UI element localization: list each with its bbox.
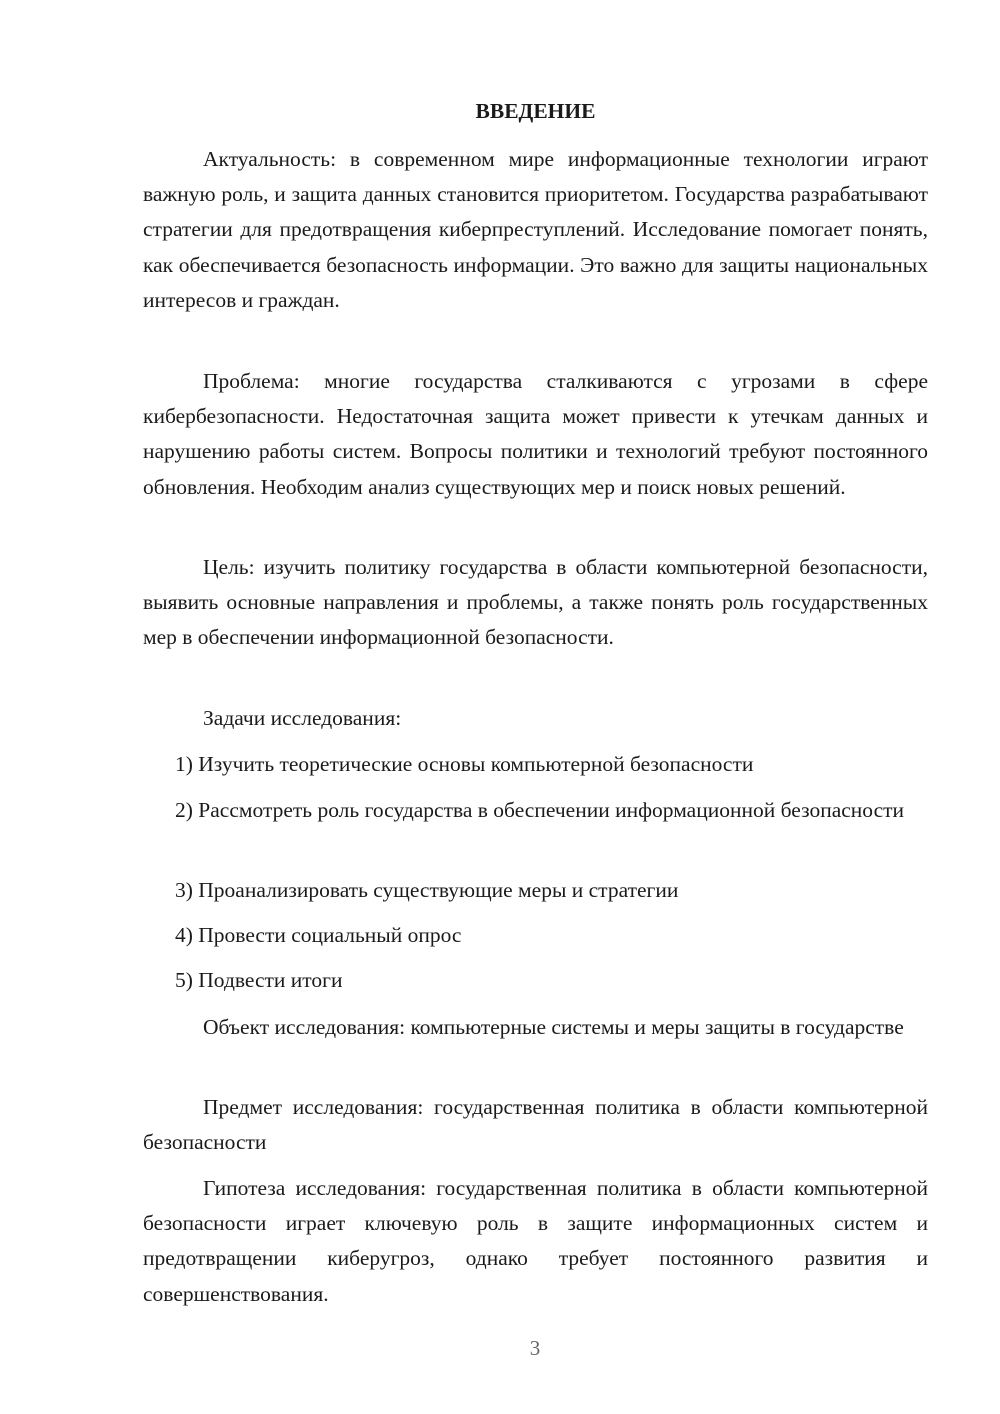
paragraph-subject: Предмет исследования: государственная политика в области компьютерной безопасности [143,1095,928,1155]
task-item-2: 2) Рассмотреть роль государства в обеспечении информационной безопасности [175,798,905,822]
paragraph-hypothesis: Гипотеза исследования: государственная политика в области компьютерной безопасности играет ключевую роль в защите информационных систем и предотвращении киберугроз, однако требует постоянного развития и совершенствования. [143,1176,928,1306]
page-number: 3 [529,1336,541,1360]
task-item-1: 1) Изучить теоретические основы компьютерной безопасности [175,752,754,776]
task-item-4: 4) Провести социальный опрос [175,923,462,947]
task-item-5: 5) Подвести итоги [175,968,343,992]
paragraph-goal: Цель: изучить политику государства в области компьютерной безопасности, выявить основные направления и проблемы, а также понять роль государственных мер в обеспечении информационной безопасности. [143,555,928,650]
task-item-3: 3) Проанализировать существующие меры и стратегии [175,878,679,902]
page-title: ВВЕДЕНИЕ [475,99,596,123]
paragraph-object: Объект исследования: компьютерные системы и меры защиты в государстве [203,1015,904,1039]
paragraph-relevance: Актуальность: в современном мире информационные технологии играют важную роль, и защита данных становится приоритетом. Государства разрабатывают стратегии для предотвращения киберпреступлений. Исследование помогает понять, как обеспечивается безопасность информации. Это важно для защиты национальных интересов и граждан. [143,147,928,312]
tasks-heading: Задачи исследования: [203,706,402,730]
paragraph-problem: Проблема: многие государства сталкиваются с угрозами в сфере кибербезопасности. Недостаточная защита может привести к утечкам данных и нарушению работы систем. Вопросы политики и технологий требуют постоянного обновления. Необходим анализ существующих мер и поиск новых решений. [143,369,928,499]
